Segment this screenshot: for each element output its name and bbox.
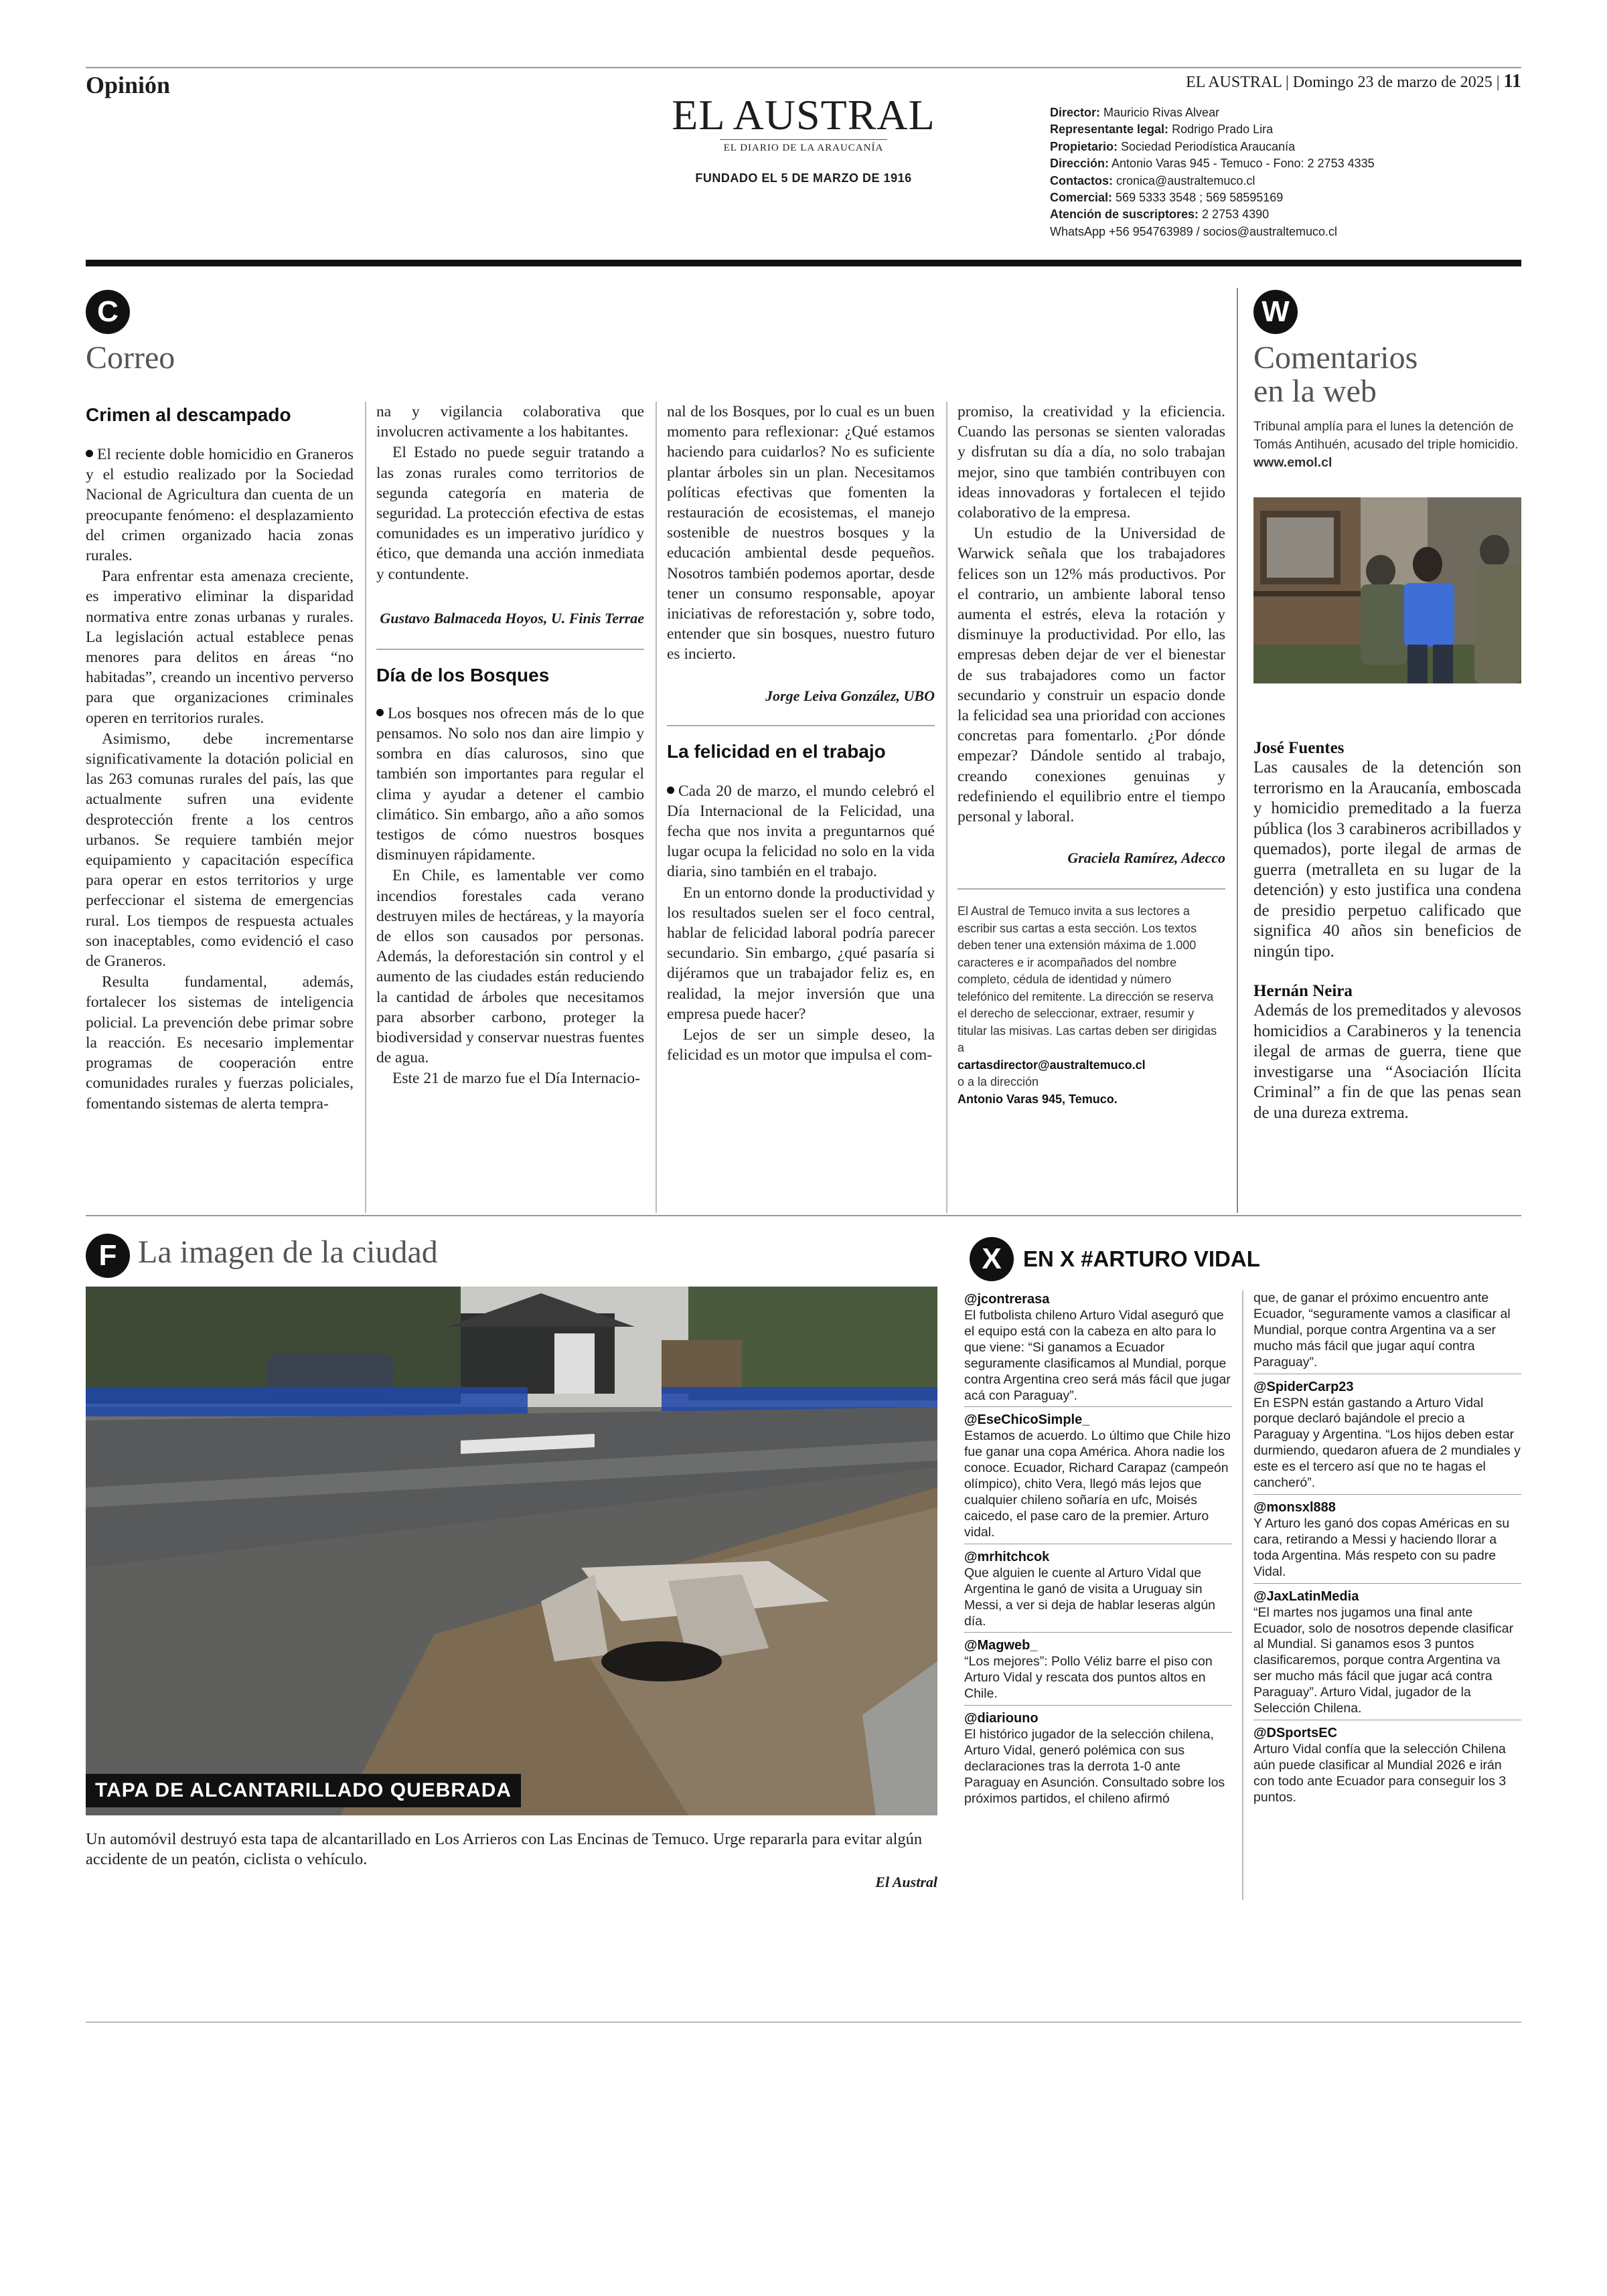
- post-handle[interactable]: @DSportsEC: [1253, 1725, 1338, 1740]
- photo-credit: El Austral: [875, 1874, 937, 1890]
- post-text: Arturo Vidal confía que la selección Chilena aún puede clasificar al Mundial 2026 e irán con todo ante Ecuador para conseguir los 3 puntos.: [1253, 1741, 1507, 1805]
- staff-line: [1050, 155, 1375, 172]
- staff-label: Propietario:: [1050, 139, 1118, 153]
- section-title-line: Comentarios: [1253, 340, 1418, 376]
- staff-line: [1050, 104, 1375, 121]
- article-body: [376, 402, 644, 584]
- tagline: EL DIARIO DE LA ARAUCANÍA: [723, 143, 884, 153]
- signature: Gustavo Balmaceda Hoyos, U. Finis Terrae: [380, 609, 644, 627]
- staff-value: Sociedad Periodística Araucanía: [1118, 139, 1296, 153]
- correo-col-2: [376, 402, 644, 1090]
- signature: Graciela Ramírez, Adecco: [1067, 849, 1225, 867]
- mid-rule: [86, 1215, 1521, 1216]
- bottom-rule: [86, 2022, 1521, 2023]
- staff-line: [1050, 189, 1375, 206]
- x-posts-col-1: [964, 1291, 1232, 1807]
- paragraph: na y vigilancia colaborativa que involucren activamente a los habitantes.: [376, 403, 644, 441]
- staff-value: Rodrigo Prado Lira: [1168, 122, 1274, 137]
- staff-label: Comercial:: [1050, 191, 1113, 205]
- broken-manhole-photo: [86, 1287, 937, 1815]
- paragraph: Para enfrentar esta amenaza creciente, es imperativo eliminar la disparidad normativa entre zonas urbanas y rurales. La legislación actual establece penas menores para delitos en áreas “no habitadas”, creando un incentivo perverso para que organizaciones criminales operen en territorios rurales.: [86, 568, 354, 727]
- post-handle[interactable]: @Magweb_: [964, 1638, 1038, 1653]
- post-separator: [1253, 1583, 1521, 1584]
- article-body: [376, 704, 644, 1089]
- post-text: El futbolista chileno Arturo Vidal aseguró que el equipo está con la cabeza en alto para lo que viene: “Si ganamos a Ecuador seguramente clasificamos al Mundial, porque contra Argentina creo será más fácil que jugar acá con Paraguay”.: [964, 1308, 1231, 1403]
- section-badge-f: F: [86, 1234, 130, 1278]
- staff-value: 2 2753 4390: [1199, 208, 1270, 222]
- post-separator: [964, 1406, 1232, 1407]
- staff-label: Director:: [1050, 106, 1101, 119]
- web-intro: [1253, 418, 1521, 472]
- staff-label: Representante legal:: [1050, 122, 1169, 137]
- correo-col-1: [86, 404, 354, 1115]
- comment-text: Además de los premeditados y alevosos homicidios a Carabineros y la tenencia ilegal de armas de guerra, tiene que investigarse una “Asociación Ilícita Criminal” a fin de que las penas sean de una dureza extrema.: [1253, 1001, 1521, 1122]
- staff-line: [1050, 173, 1375, 189]
- article-separator: [376, 649, 644, 650]
- signature: Jorge Leiva González, UBO: [765, 687, 935, 704]
- paragraph: [86, 444, 354, 566]
- photo-caption-label: TAPA DE ALCANTARILLADO QUEBRADA: [86, 1774, 521, 1807]
- post-handle[interactable]: @EseChicoSimple_: [964, 1412, 1090, 1428]
- section-title-imagen: La imagen de la ciudad: [138, 1234, 438, 1270]
- arrest-photo: [1253, 497, 1521, 683]
- post-text: “Los mejores”: Pollo Véliz barre el piso con Arturo Vidal y rescata dos puntos altos en Chile.: [964, 1654, 1213, 1702]
- correo-col-4: [958, 402, 1225, 1108]
- staff-label: Dirección:: [1050, 157, 1109, 171]
- post-handle[interactable]: @diariouno: [964, 1711, 1039, 1726]
- bullet-icon: [86, 450, 93, 457]
- article-body: [86, 444, 354, 1114]
- paragraph: [376, 704, 644, 866]
- bullet-icon: [667, 787, 674, 794]
- masthead: [670, 91, 937, 185]
- post-handle[interactable]: @SpiderCarp23: [1253, 1379, 1354, 1394]
- staff-label: Atención de suscriptores:: [1050, 208, 1199, 222]
- post-separator: [1253, 1494, 1521, 1495]
- section-badge-w: W: [1253, 290, 1298, 334]
- commenter-name: Hernán Neira: [1253, 982, 1353, 1000]
- post-handle[interactable]: @monsxl888: [1253, 1499, 1336, 1515]
- post-text: que, de ganar el próximo encuentro ante Ecuador, “seguramente vamos a clasificar al Mundial, porque contra Argentina va a ser mucho más fácil que jugar aquí contra Paraguay”.: [1253, 1291, 1511, 1370]
- paragraph-text: Los bosques nos ofrecen más de lo que pensamos. No solo nos dan aire limpio y sombra en días calurosos, sino que también son importantes para regular el clima y ayudar a detener el cambio climático. Sin embargo, año a año somos testigos de cómo nuestros bosques disminuyen rápidamente.: [376, 704, 644, 864]
- staff-value: Antonio Varas 945 - Temuco - Fono: 2 2753 4335: [1109, 157, 1375, 171]
- paragraph-text: Cada 20 de marzo, el mundo celebró el Día Internacional de la Felicidad, una fecha que nos invita a preguntarnos qué lugar ocupa la felicidad no solo en la vida diaria, sino también en el trabajo.: [667, 782, 935, 881]
- note-or: o a la dirección: [958, 1075, 1039, 1089]
- column-divider: [365, 402, 366, 1213]
- staff-value: WhatsApp +56 954763989 / socios@australtemuco.cl: [1050, 224, 1338, 238]
- web-divider: [1237, 288, 1238, 1213]
- paragraph: Este 21 de marzo fue el Día Internacio-: [392, 1070, 640, 1088]
- paragraph-text: El reciente doble homicidio en Graneros y el estudio realizado por la Sociedad Nacional de Agricultura dan cuenta de un preocupante fenómeno: el desplazamiento del crimen organizado hacia zonas rurales.: [86, 446, 354, 565]
- post-text: Estamos de acuerdo. Lo último que Chile hizo fue ganar una copa América. Ahora nadie los conoce. Ecuador, Richard Carapaz (campeón olímpico), chito Vera, llegó más lejos que cualquier chileno soñaría en ufc, Moisés caicedo, el pase caro de la premier. Arturo vidal.: [964, 1428, 1231, 1540]
- web-news-photo: [1253, 497, 1521, 683]
- article-body: [667, 402, 935, 665]
- founded-line: FUNDADO EL 5 DE MARZO DE 1916: [695, 171, 912, 185]
- letters-policy-note: [958, 903, 1225, 1108]
- staff-box: [1050, 104, 1375, 240]
- web-comments-list: [1253, 739, 1521, 1123]
- staff-line: [1050, 139, 1375, 155]
- post-text: Y Arturo les ganó dos copas Américas en su cara, retirando a Messi y haciendo llorar a toda Argentina. Más respeto con su padre Vidal.: [1253, 1515, 1510, 1579]
- section-title-line: en la web: [1253, 374, 1377, 410]
- staff-value: Mauricio Rivas Alvear: [1100, 106, 1220, 119]
- article-title: Crimen al descampado: [86, 404, 291, 425]
- logo-underline: [720, 139, 887, 140]
- article-body: [958, 402, 1225, 827]
- folio-date: | Domingo 23 de marzo de 2025 |: [1281, 74, 1504, 91]
- post-handle[interactable]: @JaxLatinMedia: [1253, 1588, 1359, 1604]
- staff-line: [1050, 224, 1375, 240]
- post-text: Que alguien le cuente al Arturo Vidal que Argentina le ganó de visita a Uruguay sin Messi, a ver si deja de hablar leseras algún día.: [964, 1565, 1216, 1629]
- commenter-name: José Fuentes: [1253, 739, 1345, 757]
- post-handle[interactable]: @mrhitchcok: [964, 1549, 1050, 1564]
- paragraph: Asimismo, debe incrementarse significativamente la dotación policial en las 263 comunas rurales del país, las que actualmente sufren una evidente desprotección frente a los centros urbanos. Se requiere también mejor equipamiento y capacitación específica para operar en estos territorios y urge perfeccionar el sistema de emergencias rural. Los tiempos de respuesta actuales son inaceptables, como evidenció el caso de Graneros.: [86, 730, 354, 971]
- folio-paper: EL AUSTRAL: [1186, 74, 1282, 91]
- paragraph: El Estado no puede seguir tratando a las zonas rurales como territorios de segunda categoría en materia de seguridad. La protección efectiva de estas comunidades es un imperativo jurídico y ético, que demanda una acción inmediata y contundente.: [376, 444, 644, 583]
- section-label: Opinión: [86, 72, 171, 98]
- section-title-correo: Correo: [86, 340, 175, 376]
- staff-value: 569 5333 3548 ; 569 58595169: [1112, 191, 1284, 205]
- header-thick-rule: [86, 260, 1521, 266]
- section-badge-c: C: [86, 290, 130, 334]
- note-separator: [958, 888, 1225, 890]
- comment-text: Las causales de la detención son terrorismo en la Araucanía, emboscada y homicidio premeditado a la fuerza pública (los 3 carabineros acribillados y quemados), porte ilegal de armas de guerra (metralleta en su lugar de la detención) y esto justifica una condena de presidio perpetuo calificado que significa 40 años sin beneficios de ningún tipo.: [1253, 758, 1521, 961]
- paragraph: promiso, la creatividad y la eficiencia. Cuando las personas se sienten valoradas y disfrutan su día a día, no solo trabajan mejor, sino que también contribuyen con ideas innovadoras y fortalecen el tejido colaborativo de la empresa.: [958, 403, 1225, 522]
- column-divider: [946, 402, 947, 1213]
- photo-caption: Un automóvil destruyó esta tapa de alcantarillado en Los Arrieros con Las Encinas de Temuco. Urge repararla para evitar algún accidente de un peatón, ciclista o vehículo.: [86, 1830, 923, 1868]
- letters-address: Antonio Varas 945, Temuco.: [958, 1092, 1118, 1106]
- post-handle[interactable]: @jcontrerasa: [964, 1292, 1050, 1307]
- article-title: Día de los Bosques: [376, 664, 550, 685]
- emol-link[interactable]: www.emol.cl: [1253, 455, 1332, 470]
- staff-label: Contactos:: [1050, 173, 1113, 187]
- post-separator: [964, 1632, 1232, 1633]
- paragraph: nal de los Bosques, por lo cual es un buen momento para reflexionar: ¿Qué estamos haciendo para cuidarlos? No es suficiente plantar árboles sin un plan. Necesitamos políticas efectivas que fomenten la restauración de ecosistemas, el manejo sostenible de nuestros bosques y la educación ambiental desde pequeños. Nosotros también podemos aportar, desde tener un consumo responsable, apoyar iniciativas de reforestación y, sobre todo, entender que sin bosques, nuestro futuro es incierto.: [667, 403, 935, 663]
- staff-value: cronica@australtemuco.cl: [1113, 173, 1255, 187]
- article-body: [667, 781, 935, 1066]
- post-text: En ESPN están gastando a Arturo Vidal porque declaró bajándole el precio a Paraguay y Argentina. “Los hijos deben estar durmiendo, quedaron afuera de 2 mundiales y este es el tercero así que no te hagas el cancheró”.: [1253, 1395, 1521, 1491]
- article-separator: [667, 725, 935, 726]
- staff-line: [1050, 206, 1375, 223]
- city-photo: [86, 1287, 937, 1815]
- article-title: La felicidad en el trabajo: [667, 740, 886, 762]
- paragraph: Resulta fundamental, además, fortalecer los sistemas de inteligencia policial. La prevención debe primar sobre la reacción. Es necesario implementar programas de cooperación entre comunidades rurales y fuerzas policiales, fomentando sistemas de alerta tempra-: [86, 973, 354, 1113]
- folio-page: 11: [1503, 71, 1521, 92]
- post-text: “El martes nos jugamos una final ante Ecuador, solo de nosotros depende clasificar al Mundial. Si ganamos esos 3 puntos clasificaremos, porque contra Argentina va ser mucho más fácil que jugar acá contra Paraguay”. Arturo Vidal, jugador de la Selección Chilena.: [1253, 1605, 1514, 1716]
- staff-line: [1050, 121, 1375, 138]
- folio: [1186, 71, 1521, 92]
- column-divider: [656, 402, 657, 1213]
- x-column-divider: [1242, 1291, 1243, 1900]
- newspaper-logo: EL AUSTRAL: [672, 91, 935, 139]
- x-posts-col-2: [1253, 1291, 1521, 1806]
- letters-email: cartasdirector@australtemuco.cl: [958, 1058, 1146, 1072]
- section-title-web: [1253, 341, 1418, 409]
- post-separator: [964, 1705, 1232, 1706]
- note-text: El Austral de Temuco invita a sus lectores a escribir sus cartas a esta sección. Los textos deben tener una extensión máxima de 1.000 caracteres e ir acompañados del nombre completo, cédula de identidad y número telefónico del remitente. La dirección se reserva el derecho de seleccionar, extraer, resumir y titular las misivas. Las cartas deben ser dirigidas a: [958, 904, 1217, 1055]
- correo-col-3: [667, 402, 935, 1066]
- paragraph: Lejos de ser un simple deseo, la felicidad es un motor que impulsa el com-: [667, 1026, 935, 1064]
- paragraph: Un estudio de la Universidad de Warwick señala que los trabajadores felices son un 12% más productivos. Por el contrario, un ambiente laboral tenso aumenta el estrés, eleva la rotación y disminuye la productividad. Por ello, las empresas deben dejar de ver el bienestar de sus trabajadores como un factor secundario y construir un espacio donde la felicidad sea una prioridad con acciones concretas para fomentarlo. ¿Por dónde empezar? Dándole sentido al trabajo, creando conexiones genuinas y redefiniendo el equilibrio entre el tiempo personal y laboral.: [958, 525, 1225, 826]
- post-text: El histórico jugador de la selección chilena, Arturo Vidal, generó polémica con sus declaraciones tras la derrota 1-0 ante Paraguay en Asunción. Consultado sobre los próximos partidos, el chileno afirmó: [964, 1727, 1225, 1806]
- top-rule: [86, 67, 1521, 68]
- section-badge-x: X: [970, 1237, 1014, 1281]
- bullet-icon: [376, 709, 384, 716]
- paragraph: En Chile, es lamentable ver como incendios forestales cada verano destruyen miles de hectáreas, y la mayoría de ellos son causados por personas. Además, la deforestación sin control y el aumento de las ciudades están reduciendo la cantidad de árboles que necesitamos para absorber carbono, proteger la biodiversidad y conservar nuestras fuentes de agua.: [376, 867, 644, 1067]
- paragraph: En un entorno donde la productividad y los resultados suelen ser el foco central, hablar de felicidad laboral podría parecer secundario. Sin embargo, ¿qué pasaría si dijéramos que un trabajador feliz es, en realidad, la mejor inversión que una empresa puede hacer?: [667, 884, 935, 1023]
- section-title-x: EN X #ARTURO VIDAL: [1023, 1246, 1260, 1271]
- paragraph: [667, 781, 935, 882]
- web-intro-text: Tribunal amplía para el lunes la detención de Tomás Antihuén, acusado del triple homicidio.: [1253, 419, 1519, 452]
